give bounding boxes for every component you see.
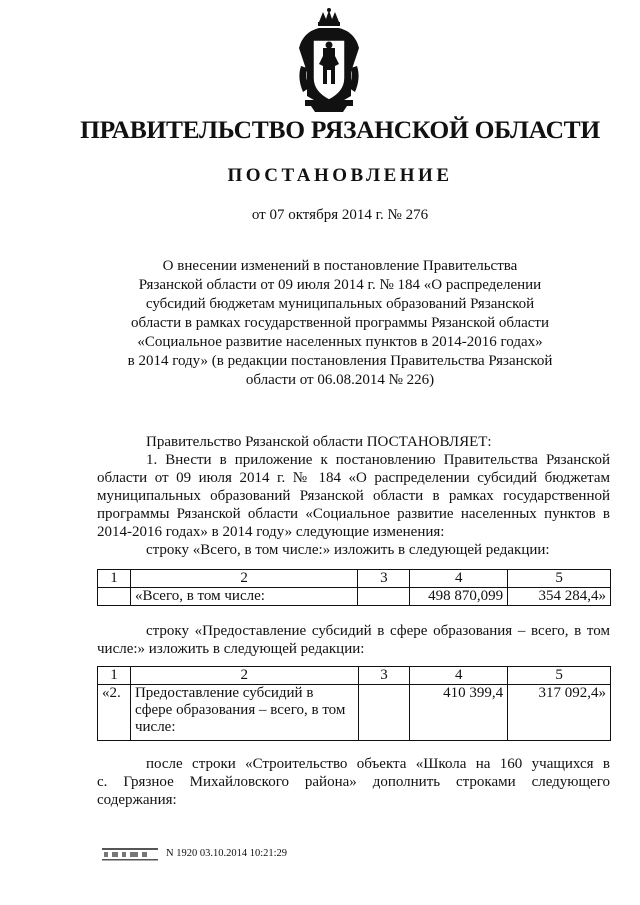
table-cell: 354 284,4»: [508, 588, 611, 606]
table-row: [98, 588, 611, 606]
table-header-cell: 3: [358, 570, 410, 588]
table-cell: [98, 588, 131, 606]
table-header-cell: 5: [508, 570, 611, 588]
title-line: области от 06.08.2014 № 226): [245, 372, 435, 388]
table-cell: «Всего, в том числе:: [130, 588, 357, 606]
table-cell: [358, 588, 410, 606]
coat-of-arms-emblem: [293, 8, 365, 114]
registration-stamp: N 1920 03.10.2014 10:21:29: [166, 848, 288, 859]
item1-line: области от 09 июля 2014 г. № 184 «О распределении субсидий бюджетам: [97, 470, 610, 486]
item1-line: муниципальных образований Рязанской области в рамках государственной: [97, 488, 610, 504]
title-line: области в рамках государственной программы Рязанской области: [130, 315, 550, 331]
after-line: с. Грязное Михайловского района» дополнить строками следующего: [97, 774, 610, 790]
instruction-education: строку «Предоставление субсидий в сфере образования – всего, в том: [146, 623, 610, 639]
table-total: [97, 569, 611, 606]
instruction-education: числе:» изложить в следующей редакции:: [97, 641, 365, 657]
table-header-cell: 1: [98, 570, 131, 588]
after-line: содержания:: [97, 792, 177, 808]
item1-line: программы Рязанской области «Социальное развитие населенных пунктов в: [97, 506, 610, 522]
table-header-cell: 2: [130, 667, 358, 685]
title-line: в 2014 году» (в редакции постановления Правительства Рязанской: [127, 353, 553, 369]
document-type: ПОСТАНОВЛЕНИЕ: [227, 165, 453, 186]
table-header-cell: 4: [410, 570, 508, 588]
document-date-number: от 07 октября 2014 г. № 276: [251, 207, 429, 223]
table-education: [97, 666, 611, 741]
table-header-cell: 3: [358, 667, 410, 685]
resolves-line: Правительство Рязанской области ПОСТАНОВЛЯЕТ:: [146, 434, 492, 450]
table-row: [98, 685, 611, 741]
table-header-row: [98, 667, 611, 685]
table-cell: Предоставление субсидий в сфере образования – всего, в том числе:: [130, 685, 358, 741]
table-cell: [358, 685, 410, 741]
table-cell: «2.: [98, 685, 131, 741]
title-line: «Социальное развитие населенных пунктов в 2014-2016 годах»: [137, 334, 543, 350]
table-header-cell: 5: [508, 667, 611, 685]
instruction-total: строку «Всего, в том числе:» изложить в следующей редакции:: [146, 542, 550, 558]
table-header-cell: 1: [98, 667, 131, 685]
table-header-cell: 4: [410, 667, 508, 685]
table-cell: 317 092,4»: [508, 685, 611, 741]
title-line: О внесении изменений в постановление Правительства: [162, 258, 518, 274]
table-cell: 410 399,4: [410, 685, 508, 741]
registration-stamp-graphic: [100, 846, 160, 862]
after-line: после строки «Строительство объекта «Школа на 160 учащихся в: [146, 756, 610, 772]
title-line: Рязанской области от 09 июля 2014 г. № 184 «О распределении: [138, 277, 542, 293]
organization-title: ПРАВИТЕЛЬСТВО РЯЗАНСКОЙ ОБЛАСТИ: [80, 115, 600, 144]
item1-line: 2014-2016 годах» в 2014 году» следующие изменения:: [97, 524, 445, 540]
table-cell: 498 870,099: [410, 588, 508, 606]
title-line: субсидий бюджетам муниципальных образований Рязанской: [145, 296, 535, 312]
item1-line: 1. Внести в приложение к постановлению Правительства Рязанской: [146, 452, 610, 468]
table-header-cell: 2: [130, 570, 357, 588]
table-header-row: [98, 570, 611, 588]
